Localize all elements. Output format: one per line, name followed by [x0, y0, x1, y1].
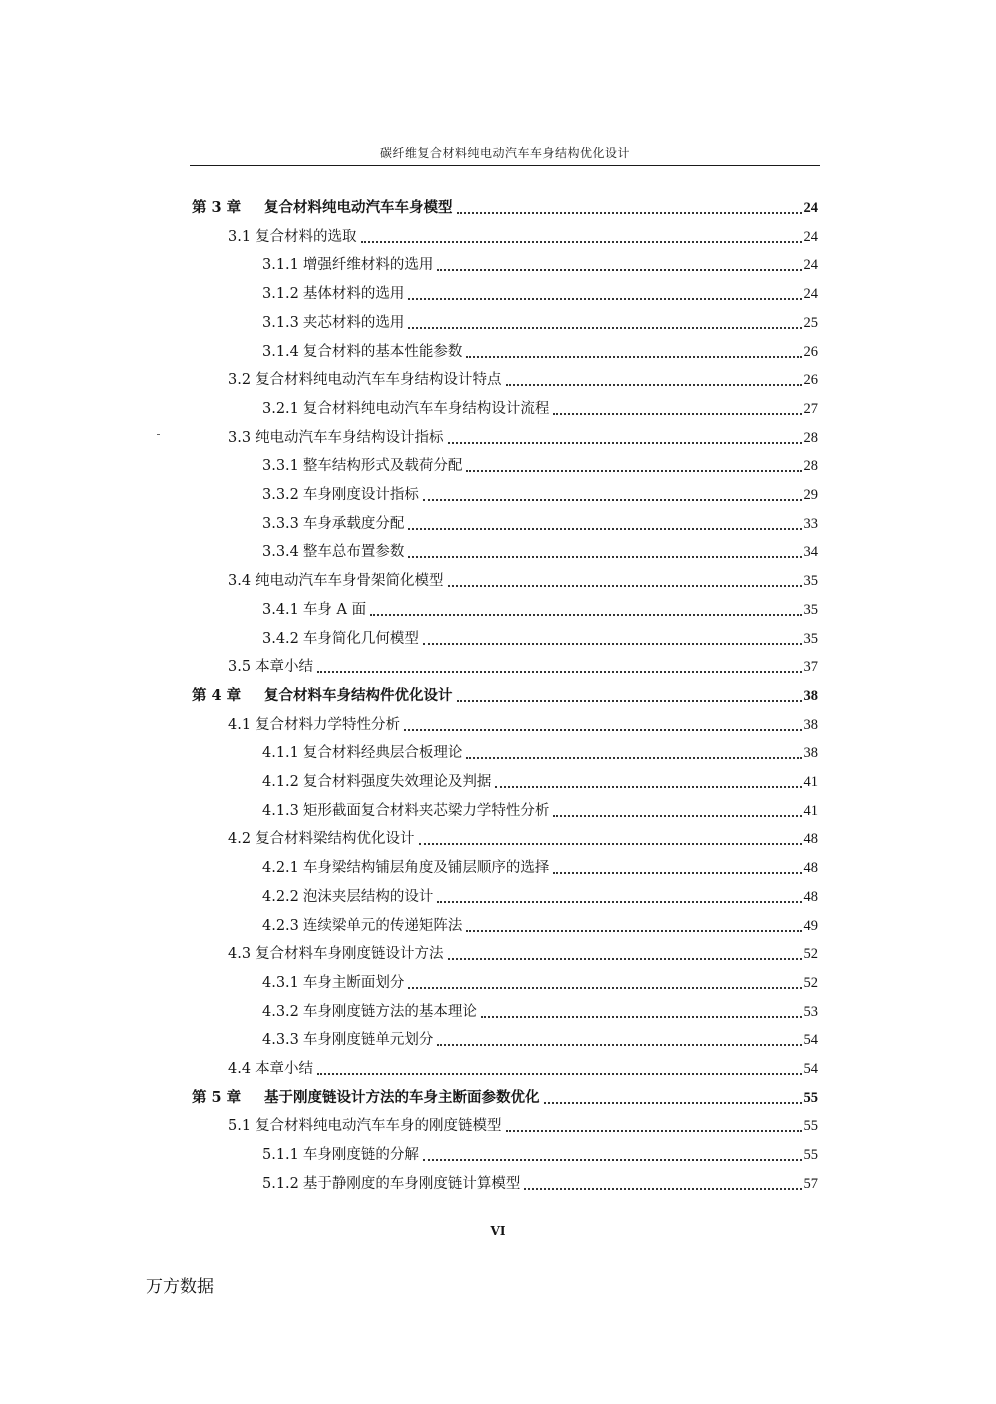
toc-entry[interactable]	[262, 1137, 818, 1165]
toc-entry-number: 第 5 章	[192, 1089, 242, 1106]
toc-entry-label	[262, 916, 462, 936]
toc-entry-page: 38	[803, 745, 818, 761]
running-header: 碳纤维复合材料纯电动汽车车身结构优化设计	[379, 146, 630, 160]
toc-entry-page: 24	[803, 286, 818, 302]
toc-dot-leader	[361, 241, 802, 243]
toc-entry-page: 55	[803, 1090, 818, 1106]
toc-entry-page: 35	[803, 631, 818, 647]
toc-entry[interactable]	[262, 1022, 818, 1050]
toc-entry[interactable]	[262, 534, 818, 562]
toc-entry-page: 26	[803, 344, 818, 360]
toc-entry-page: 41	[803, 774, 818, 790]
toc-dot-leader	[448, 958, 802, 960]
toc-entry-title: 增强纤维材料的选用	[302, 257, 434, 273]
toc-entry-title: 复合材料力学特性分析	[255, 717, 401, 733]
toc-entry-label	[228, 571, 444, 591]
toc-entry[interactable]	[228, 1108, 818, 1136]
toc-entry-number: 5.1.1	[262, 1147, 299, 1163]
toc-entry-number: 3.1.1	[262, 257, 299, 273]
toc-entry-label	[228, 944, 444, 964]
toc-dot-leader	[317, 1073, 801, 1075]
toc-entry-page: 48	[803, 889, 818, 905]
toc-entry-number: 4.1.2	[262, 774, 299, 790]
toc-entry-page: 25	[803, 315, 818, 331]
toc-entry[interactable]	[262, 850, 818, 878]
toc-entry-page: 35	[803, 573, 818, 589]
toc-entry[interactable]	[228, 362, 818, 390]
toc-entry-title: 本章小结	[255, 659, 314, 675]
toc-entry-number: 3.2	[228, 372, 252, 388]
toc-entry-label	[262, 284, 404, 304]
toc-entry-page: 33	[803, 516, 818, 532]
toc-entry-title: 车身梁结构铺层角度及铺层顺序的选择	[302, 860, 550, 876]
toc-entry-number: 3.1	[228, 229, 252, 245]
toc-entry-number: 3.5	[228, 659, 252, 675]
toc-dot-leader	[408, 987, 801, 989]
toc-entry-number: 4.1.1	[262, 745, 299, 761]
toc-entry-number: 3.1.4	[262, 344, 299, 360]
toc-entry[interactable]	[228, 219, 818, 247]
toc-entry-number: 4.3.3	[262, 1032, 299, 1048]
toc-dot-leader	[437, 1044, 801, 1046]
toc-entry-label	[262, 887, 433, 907]
toc-entry[interactable]	[262, 879, 818, 907]
toc-entry-number: 5.1.2	[262, 1176, 299, 1192]
toc-entry-title: 整车结构形式及载荷分配	[302, 458, 463, 474]
toc-dot-leader	[553, 815, 801, 817]
toc-dot-leader	[457, 212, 802, 214]
toc-entry-title: 车身简化几何模型	[302, 631, 419, 647]
toc-entry-page: 24	[803, 200, 818, 216]
toc-entry-label	[262, 514, 404, 534]
toc-entry-title: 整车总布置参数	[302, 544, 405, 560]
toc-entry-number: 3.4	[228, 573, 252, 589]
toc-entry-label	[228, 1059, 313, 1079]
toc-dot-leader	[370, 614, 801, 616]
toc-entry-label	[262, 973, 404, 993]
toc-dot-leader	[553, 413, 801, 415]
toc-entry[interactable]	[262, 908, 818, 936]
toc-entry-page: 49	[803, 918, 818, 934]
toc-entry-number: 3.3.1	[262, 458, 299, 474]
toc-entry-label	[262, 600, 366, 620]
toc-entry[interactable]	[262, 477, 818, 505]
toc-entry-page: 52	[803, 946, 818, 962]
toc-entry-title: 基体材料的选用	[302, 286, 405, 302]
toc-entry-number: 3.3.3	[262, 516, 299, 532]
toc-dot-leader	[423, 499, 802, 501]
toc-entry-page: 28	[803, 430, 818, 446]
toc-dot-leader	[466, 930, 801, 932]
toc-dot-leader	[408, 528, 801, 530]
toc-entry-title: 基于刚度链设计方法的车身主断面参数优化	[264, 1089, 540, 1106]
toc-entry-label	[228, 370, 502, 390]
toc-dot-leader	[506, 1130, 802, 1132]
toc-entry-page: 57	[803, 1176, 818, 1192]
toc-entry-number: 3.1.2	[262, 286, 299, 302]
toc-entry-label	[228, 1116, 502, 1136]
toc-entry-page: 52	[803, 975, 818, 991]
toc-entry-number: 4.1.3	[262, 803, 299, 819]
toc-entry[interactable]	[262, 793, 818, 821]
toc-entry-label	[228, 428, 444, 448]
toc-entry-number: 3.2.1	[262, 401, 299, 417]
toc-entry-number: 3.3.2	[262, 487, 299, 503]
toc-dot-leader	[544, 1102, 802, 1104]
toc-entry-number: 4.2.1	[262, 860, 299, 876]
toc-dot-leader	[466, 470, 801, 472]
toc-dot-leader	[553, 872, 801, 874]
toc-entry-page: 24	[803, 257, 818, 273]
toc-dot-leader	[524, 1188, 801, 1190]
toc-entry-title: 复合材料强度失效理论及判据	[302, 774, 492, 790]
toc-entry-page: 48	[803, 831, 818, 847]
toc-entry-label	[262, 858, 549, 878]
toc-dot-leader	[448, 585, 802, 587]
toc-entry-title: 复合材料经典层合板理论	[302, 745, 463, 761]
toc-entry-page: 54	[803, 1032, 818, 1048]
toc-entry-number: 3.1.3	[262, 315, 299, 331]
toc-entry-page: 38	[803, 688, 818, 704]
toc-entry-page: 38	[803, 717, 818, 733]
toc-entry[interactable]	[262, 965, 818, 993]
toc-dot-leader	[437, 269, 801, 271]
toc-entry-number: 3.4.1	[262, 602, 299, 618]
toc-entry[interactable]	[228, 936, 818, 964]
toc-entry[interactable]	[262, 764, 818, 792]
toc-entry-label	[192, 1088, 540, 1108]
toc-entry[interactable]	[262, 506, 818, 534]
toc-entry-number: 5.1	[228, 1118, 252, 1134]
toc-entry-title: 纯电动汽车车身骨架简化模型	[255, 573, 444, 589]
toc-entry-title: 复合材料车身刚度链设计方法	[255, 946, 444, 962]
toc-dot-leader	[495, 786, 801, 788]
toc-entry[interactable]	[262, 1166, 818, 1194]
toc-entry-label	[262, 743, 462, 763]
toc-entry[interactable]	[262, 334, 818, 362]
toc-entry-number: 4.3.2	[262, 1004, 299, 1020]
toc-entry-page: 29	[803, 487, 818, 503]
toc-entry-label	[228, 227, 357, 247]
toc-entry-label	[262, 1145, 419, 1165]
toc-dot-leader	[423, 1159, 802, 1161]
toc-entry-title: 复合材料的基本性能参数	[302, 344, 463, 360]
toc-entry-label	[262, 1030, 433, 1050]
toc-entry-title: 车身承载度分配	[302, 516, 405, 532]
toc-dot-leader	[457, 700, 802, 702]
toc-entry-title: 复合材料纯电动汽车车身的刚度链模型	[255, 1118, 502, 1134]
toc-entry-label	[262, 629, 419, 649]
toc-entry[interactable]	[262, 621, 818, 649]
toc-entry[interactable]	[262, 592, 818, 620]
toc-dot-leader	[448, 442, 802, 444]
toc-entry-number: 第 4 章	[192, 687, 242, 704]
toc-entry-title: 复合材料纯电动汽车车身结构设计流程	[302, 401, 550, 417]
toc-dot-leader	[317, 671, 801, 673]
toc-entry-number: 4.2.3	[262, 918, 299, 934]
toc-entry-title: 矩形截面复合材料夹芯梁力学特性分析	[302, 803, 550, 819]
toc-dot-leader	[408, 327, 801, 329]
toc-entry-label	[228, 829, 415, 849]
toc-dot-leader	[419, 843, 802, 845]
toc-entry[interactable]	[262, 994, 818, 1022]
page-number: VI	[490, 1224, 506, 1238]
toc-dot-leader	[408, 556, 801, 558]
toc-entry-label	[192, 198, 453, 218]
toc-entry-title: 车身刚度链单元划分	[302, 1032, 434, 1048]
toc-entry[interactable]	[228, 420, 818, 448]
toc-entry-number: 3.3.4	[262, 544, 299, 560]
toc-entry-number: 第 3 章	[192, 199, 242, 216]
toc-entry-title: 复合材料纯电动汽车车身模型	[264, 199, 453, 216]
toc-entry[interactable]	[192, 678, 818, 706]
toc-entry[interactable]	[262, 276, 818, 304]
toc-entry-page: 53	[803, 1004, 818, 1020]
toc-entry-label	[262, 1174, 520, 1194]
toc-dot-leader	[466, 356, 801, 358]
toc-entry-number: 3.4.2	[262, 631, 299, 647]
toc-entry-label	[262, 399, 549, 419]
toc-entry-number: 4.1	[228, 717, 252, 733]
toc-dot-leader	[437, 901, 801, 903]
toc-entry-title: 复合材料车身结构件优化设计	[264, 687, 453, 704]
toc-entry-number: 4.2	[228, 831, 252, 847]
toc-entry[interactable]	[192, 190, 818, 218]
toc-dot-leader	[404, 729, 801, 731]
toc-entry-page: 54	[803, 1061, 818, 1077]
toc-entry-label	[228, 715, 400, 735]
toc-entry[interactable]	[228, 821, 818, 849]
toc-entry-label	[192, 686, 453, 706]
toc-entry-title: 车身刚度链的分解	[302, 1147, 419, 1163]
scan-speck	[157, 434, 160, 435]
toc-entry-page: 48	[803, 860, 818, 876]
toc-entry-title: 车身刚度链方法的基本理论	[302, 1004, 477, 1020]
toc-entry-page: 35	[803, 602, 818, 618]
toc-entry-page: 34	[803, 544, 818, 560]
toc-entry[interactable]	[228, 1051, 818, 1079]
toc-entry-title: 基于静刚度的车身刚度链计算模型	[302, 1176, 521, 1192]
toc-entry-title: 复合材料的选取	[255, 229, 357, 245]
toc-entry-number: 3.3	[228, 430, 252, 446]
toc-entry-number: 4.3.1	[262, 975, 299, 991]
toc-entry-page: 24	[803, 229, 818, 245]
toc-entry-number: 4.3	[228, 946, 252, 962]
toc-entry-title: 车身刚度设计指标	[302, 487, 419, 503]
toc-entry-page: 37	[803, 659, 818, 675]
toc-entry[interactable]	[262, 305, 818, 333]
watermark: 万方数据	[146, 1277, 214, 1297]
toc-entry-page: 55	[803, 1147, 818, 1163]
toc-entry-label	[262, 342, 462, 362]
toc-entry-label	[262, 313, 404, 333]
toc-entry-label	[262, 801, 549, 821]
toc-entry[interactable]	[192, 1080, 818, 1108]
toc-entry-label	[262, 255, 433, 275]
toc-entry-page: 41	[803, 803, 818, 819]
toc-entry-label	[262, 1002, 477, 1022]
toc-entry-page: 55	[803, 1118, 818, 1134]
toc-entry[interactable]	[262, 247, 818, 275]
toc-dot-leader	[466, 757, 801, 759]
toc-entry-label	[262, 456, 462, 476]
toc-entry-number: 4.4	[228, 1061, 252, 1077]
toc-entry-title: 车身主断面划分	[302, 975, 405, 991]
toc-entry[interactable]	[228, 563, 818, 591]
toc-dot-leader	[408, 298, 801, 300]
toc-entry-title: 复合材料纯电动汽车车身结构设计特点	[255, 372, 502, 388]
toc-entry-title: 纯电动汽车车身结构设计指标	[255, 430, 444, 446]
toc-entry-title: 本章小结	[255, 1061, 314, 1077]
toc-entry-number: 4.2.2	[262, 889, 299, 905]
toc-entry[interactable]	[228, 707, 818, 735]
toc-entry-page: 28	[803, 458, 818, 474]
toc-entry-label	[262, 485, 419, 505]
toc-entry[interactable]	[262, 735, 818, 763]
toc-entry[interactable]	[262, 391, 818, 419]
toc-entry-label	[262, 772, 491, 792]
toc-entry-title: 复合材料梁结构优化设计	[255, 831, 415, 847]
toc-entry-title: 连续梁单元的传递矩阵法	[302, 918, 463, 934]
header-rule	[190, 165, 820, 166]
toc-entry-title: 夹芯材料的选用	[302, 315, 405, 331]
toc-entry-page: 26	[803, 372, 818, 388]
toc-entry-label	[228, 657, 313, 677]
toc-dot-leader	[423, 643, 802, 645]
toc-dot-leader	[481, 1016, 802, 1018]
toc-entry-title: 泡沫夹层结构的设计	[302, 889, 434, 905]
toc-entry-title: 车身 A 面	[302, 602, 367, 618]
toc-entry-page: 27	[803, 401, 818, 417]
toc-entry-label	[262, 542, 404, 562]
toc-entry[interactable]	[262, 448, 818, 476]
toc-entry[interactable]	[228, 649, 818, 677]
toc-dot-leader	[506, 384, 802, 386]
